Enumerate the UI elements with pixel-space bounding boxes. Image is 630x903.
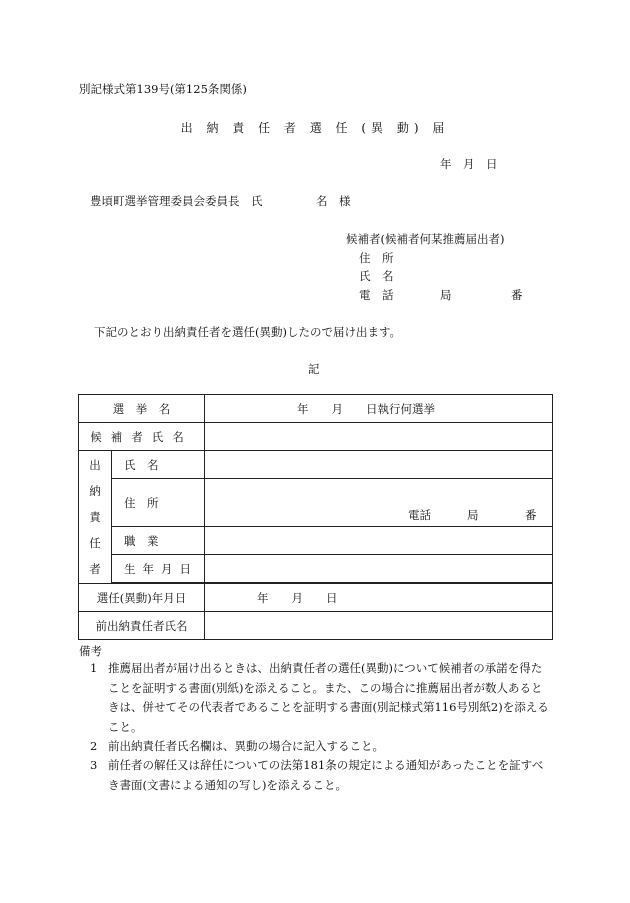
previous-treasurer-label: 前出納責任者氏名	[95, 618, 188, 633]
treasurer-birth-value-cell	[205, 555, 553, 583]
candidate-name-label: 氏 名	[359, 269, 394, 283]
treasurer-phone-label: 電話	[408, 508, 431, 522]
document-title: 出 納 責 任 者 選 任 (異 動) 届	[180, 121, 450, 135]
candidate-phone-label: 電 話	[359, 288, 394, 302]
treasurer-phone-kyoku: 局	[467, 508, 479, 522]
treasurer-char: 出	[89, 458, 101, 472]
note-number: 3	[90, 758, 98, 772]
treasurer-name-label-cell	[112, 451, 205, 479]
candidate-name-label-cell	[79, 423, 205, 451]
note-number: 1	[90, 661, 98, 675]
treasurer-table	[78, 394, 553, 640]
election-label: 選 挙 名	[112, 401, 171, 416]
note-number: 2	[90, 739, 98, 753]
notes-title: 備考	[79, 644, 102, 658]
previous-treasurer-label-cell	[79, 612, 205, 640]
appointment-date-value-cell	[205, 584, 553, 612]
addressee-suffix: 名 様	[316, 194, 351, 208]
note-text: 前任者の解任又は辞任についての法第181条の規定による通知があったことを証すべき書面(文書による通知の写し)を添えること。	[108, 758, 544, 792]
candidate-phone-kyoku: 局	[440, 288, 452, 302]
treasurer-name-value-cell	[205, 451, 553, 479]
appointment-date-value: 年 月 日	[257, 590, 338, 605]
election-value: 年 月 日執行何選挙	[297, 401, 435, 416]
note-text: 前出納責任者氏名欄は、異動の場合に記入すること。	[108, 739, 384, 753]
treasurer-char: 納	[89, 484, 101, 498]
treasurer-char: 者	[89, 562, 101, 576]
treasurer-birth-label-cell	[112, 555, 205, 583]
note-item	[90, 756, 553, 795]
treasurer-phone-ban: 番	[525, 508, 537, 522]
statement: 下記のとおり出納責任者を選任(異動)したので届け出ます。	[94, 325, 402, 339]
treasurer-occupation-label: 職 業	[124, 533, 159, 548]
ki-heading: 記	[308, 362, 320, 376]
candidate-address-label: 住 所	[359, 251, 394, 265]
treasurer-address-label: 住 所	[124, 495, 159, 510]
date-line: 年 月 日	[440, 157, 498, 171]
treasurer-char: 責	[89, 510, 101, 524]
treasurer-vertical-label	[79, 451, 112, 584]
candidate-name-label: 候補者氏名	[90, 429, 193, 444]
addressee-name: 豊頃町選挙管理委員会委員長 氏	[90, 194, 263, 208]
candidate-heading: 候補者(候補者何某推薦届出者)	[346, 232, 505, 246]
note-item	[90, 737, 553, 757]
form-code: 別記様式第139号(第125条関係)	[79, 82, 247, 96]
previous-treasurer-value-cell	[205, 612, 553, 640]
candidate-phone-ban: 番	[511, 288, 523, 302]
election-label-cell	[79, 395, 205, 423]
election-value-cell	[205, 395, 553, 423]
treasurer-occupation-label-cell	[112, 527, 205, 555]
appointment-date-label: 選任(異動)年月日	[96, 590, 187, 605]
treasurer-address-label-cell	[112, 479, 205, 527]
appointment-date-label-cell	[79, 584, 205, 612]
note-item	[90, 659, 553, 737]
treasurer-occupation-value-cell	[205, 527, 553, 555]
treasurer-name-label: 氏 名	[124, 457, 159, 472]
candidate-name-value-cell	[205, 423, 553, 451]
treasurer-birth-label: 生年月日	[124, 561, 198, 576]
treasurer-char: 任	[89, 536, 101, 550]
treasurer-address-value-cell	[205, 479, 553, 527]
note-text: 推薦届出者が届け出るときは、出納責任者の選任(異動)について候補者の承諾を得たことを証明する書面(別紙)を添えること。また、この場合に推薦届出者が数人あるときは、併せてその代表者であることを証明する書面(別記様式第116号別紙2)を添えること。	[108, 661, 549, 734]
